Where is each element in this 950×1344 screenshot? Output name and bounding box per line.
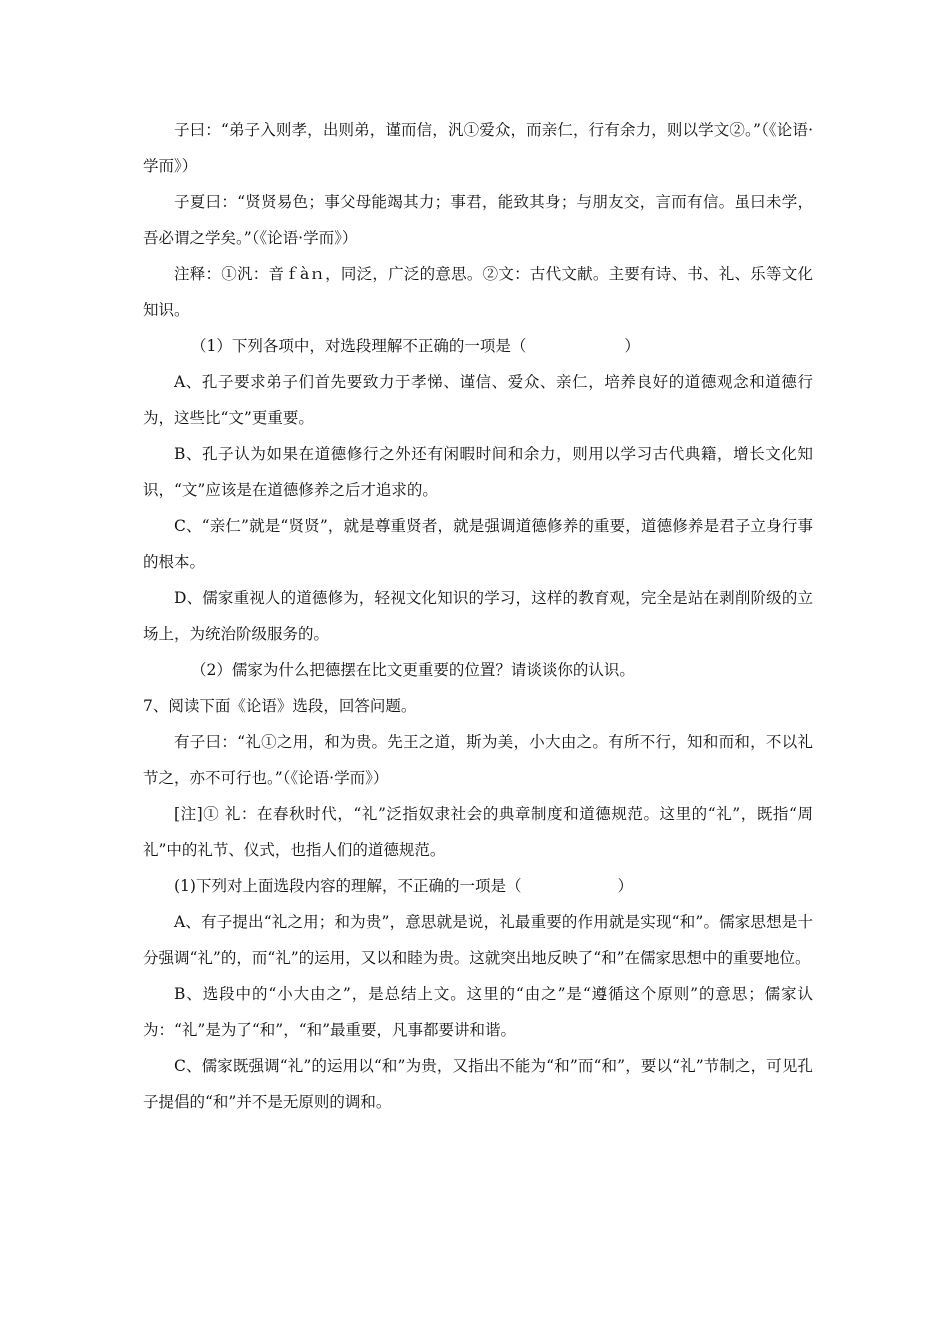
passage-quote-confucius: 子曰：“弟子入则孝，出则弟，谨而信，汎①爱众，而亲仁，行有余力，则以学文②。”（《论语·学而》） (143, 121, 813, 175)
option-b: B、孔子认为如果在道德修行之外还有闲暇时间和余力，则用以学习古代典籍，增长文化知识，“文”应该是在道德修养之后才追求的。 (143, 445, 813, 499)
option-c: C、“亲仁”就是“贤贤”，就是尊重贤者，就是强调道德修养的重要，道德修养是君子立身行事的根本。 (143, 517, 813, 571)
section-7-question-1 (143, 868, 813, 904)
section-7-quote: 有子曰：“礼①之用，和为贵。先王之道，斯为美，小大由之。有所不行，知和而和，不以礼节之，亦不可行也。”（《论语·学而》） (143, 733, 813, 787)
section-7-option-b: B、选段中的“小大由之”，是总结上文。这里的“由之”是“遵循这个原则”的意思；儒家认为：“礼”是为了“和”，“和”最重要，凡事都要讲和谐。 (143, 985, 813, 1039)
question-1-close: ） (624, 337, 640, 355)
question-1-text: （1）下列各项中，对选段理解不正确的一项是（ (191, 337, 527, 355)
section-7-heading: 7、阅读下面《论语》选段，回答问题。 (143, 697, 417, 715)
option-d: D、儒家重视人的道德修为，轻视文化知识的学习，这样的教育观，完全是站在剥削阶级的立场上，为统治阶级服务的。 (143, 589, 813, 643)
option-a: A、孔子要求弟子们首先要致力于孝悌、谨信、爱众、亲仁，培养良好的道德观念和道德行为，这些比“文”更重要。 (143, 373, 813, 427)
section-7-option-c: C、儒家既强调“礼”的运用以“和”为贵，又指出不能为“和”而“和”，要以“礼”节制之，可见孔子提倡的“和”并不是无原则的调和。 (143, 1057, 813, 1111)
section-7-option-a: A、有子提出“礼之用；和为贵”，意思就是说，礼最重要的作用就是实现“和”。儒家思想是十分强调“礼”的，而“礼”的运用，又以和睦为贵。这就突出地反映了“和”在儒家思想中的重要地位。 (143, 913, 813, 967)
section-7-question-1-text: (1)下列对上面选段内容的理解，不正确的一项是（ (174, 877, 522, 895)
document-content (143, 112, 813, 1120)
section-7-note: [注]① 礼：在春秋时代，“礼”泛指奴隶社会的典章制度和道德规范。这里的“礼”，既指“周礼”中的礼节、仪式，也指人们的道德规范。 (143, 805, 813, 859)
question-2: （2）儒家为什么把德摆在比文更重要的位置？请谈谈你的认识。 (191, 661, 635, 679)
section-7-question-1-close: ） (617, 877, 633, 895)
passage-note: 注释：①汎：音ｆàｎ，同泛，广泛的意思。②文：古代文献。主要有诗、书、礼、乐等文化知识。 (143, 265, 813, 319)
question-1 (143, 328, 813, 364)
passage-quote-zixia: 子夏曰：“贤贤易色；事父母能竭其力；事君，能致其身；与朋友交，言而有信。虽曰未学，吾必谓之学矣。”（《论语·学而》） (143, 193, 813, 247)
